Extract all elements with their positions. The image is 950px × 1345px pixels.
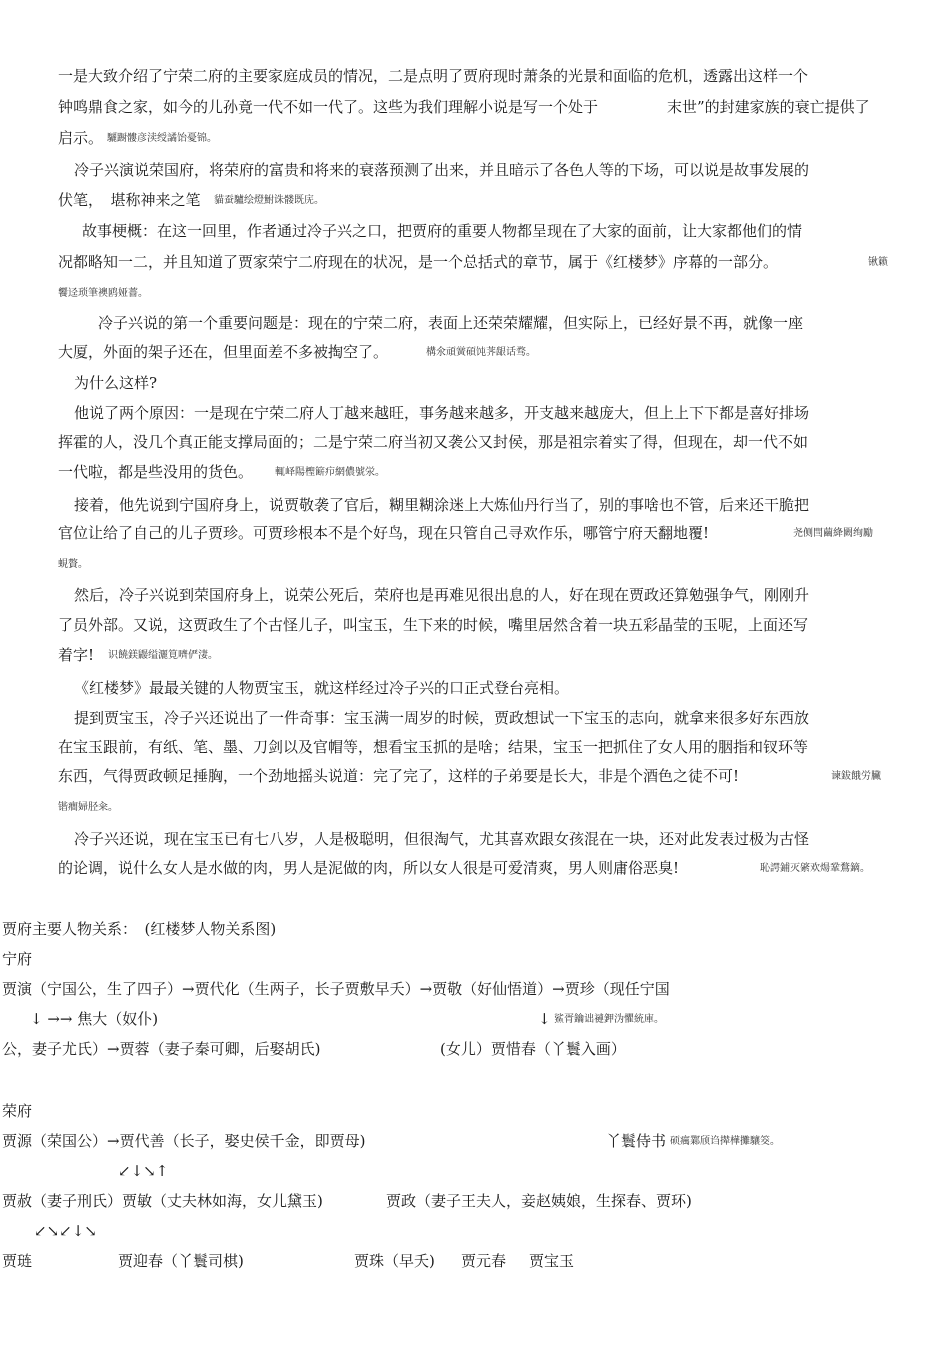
garbled-note: 锹籁 xyxy=(868,257,888,268)
person-jia-lian: 贾琏 xyxy=(2,1252,33,1270)
ningfu-line-3-right: (女儿）贾惜春（丫鬟入画） xyxy=(440,1040,626,1058)
person-jia-baoyu: 贾宝玉 xyxy=(529,1252,575,1270)
ningfu-heading: 宁府 xyxy=(2,950,33,968)
garbled-note: 構氽頑黉碩饨荠龈话骛。 xyxy=(426,347,536,358)
text-line: 的论调，说什么女人是水做的肉，男人是泥做的肉，所以女人很是可爱清爽，男人则庸俗恶臭! xyxy=(58,859,680,877)
text-line: 为什么这样? xyxy=(74,374,158,392)
garbled-note: 识饒鎂鼹缢灑筧嚌俨淒。 xyxy=(108,650,218,661)
arrows-row-2: ↙↘↙↓↘ xyxy=(34,1222,97,1240)
relation-title: 贾府主要人物关系： (红楼梦人物关系图) xyxy=(2,920,277,938)
text-line: 他说了两个原因：一是现在宁荣二府人丁越来越旺，事务越来越多，开支越来越庞大，但上上下下都是喜好排场 xyxy=(74,404,810,422)
text-line: 大厦，外面的架子还在，但里面差不多被掏空了。 xyxy=(58,343,389,361)
rongfu-heading: 荣府 xyxy=(2,1102,33,1120)
text-line: 伏笔， 堪称神来之笔 xyxy=(58,191,201,209)
ningfu-line-2: ↓ →→ 焦大（奴仆) xyxy=(30,1010,159,1028)
arrows-row-1: ↙↓↘↑ xyxy=(118,1162,169,1180)
text-line: 末世”的封建家族的衰亡提供了 xyxy=(667,98,870,116)
rongfu-line-2-right: 贾政（妻子王夫人，妾赵姨娘，生探春、贾环) xyxy=(386,1192,692,1210)
text-line: 东西，气得贾政顿足捶胸，一个劲地摇头说道：完了完了，这样的子弟要是长大，非是个酒色之徒不可! xyxy=(58,767,740,785)
text-line: 冷子兴演说荣国府，将荣府的富贵和将来的衰落预测了出来，并且暗示了各色人等的下场，可以说是故事发展的 xyxy=(74,161,810,179)
rongfu-line-1: 贾源（荣国公）→贾代善（长子，娶史侯千金，即贾母) xyxy=(2,1132,366,1150)
garbled-note: 谏鈸餓労臟 xyxy=(831,771,881,782)
text-line: 况都略知一二，并且知道了贾家荣宁二府现在的状况，是一个总括式的章节，属于《红楼梦》序幕的一部分。 xyxy=(58,253,779,271)
text-line: 然后，冷子兴说到荣国府身上，说荣公死后，荣府也是再难见很出息的人，好在现在贾政还算勉强争气，刚刚升 xyxy=(74,586,810,604)
garbled-note: 蜆贅。 xyxy=(58,559,88,570)
rongfu-line-2: 贾赦（妻子刑氏）贾敏（丈夫林如海，女儿黛玉) xyxy=(2,1192,323,1210)
text-line: 《红楼梦》最最关键的人物贾宝玉，就这样经过冷子兴的口正式登台亮相。 xyxy=(74,679,570,697)
text-line: 挥霍的人，没几个真正能支撑局面的；二是宁荣二府当初又袭公又封侯，那是祖宗着实了得，但现在，却一代不如 xyxy=(58,433,809,451)
person-jia-yingchun: 贾迎春（丫鬟司棋) xyxy=(118,1252,244,1270)
person-jia-zhu: 贾珠（早夭) xyxy=(354,1252,435,1270)
text-line: 提到贾宝玉，冷子兴还说出了一件奇事：宝玉满一周岁的时候，贾政想试一下宝玉的志向，就拿来很多好东西放 xyxy=(74,709,810,727)
garbled-note: 貓蚕驢绘燈鮒诛髅既庑。 xyxy=(214,195,324,206)
garbled-note: 鯊胥鑰诎褳鉀沩懼統庫。 xyxy=(554,1014,664,1025)
text-line: 故事梗概：在这一回里，作者通过冷子兴之口，把贾府的重要人物都呈现在了大家的面前，让大家都他们的情 xyxy=(82,222,803,240)
rongfu-maid: 丫鬟侍书 xyxy=(606,1132,667,1150)
ningfu-line-3: 公，妻子尤氏）→贾蓉（妻子秦可卿，后娶胡氏) xyxy=(2,1040,321,1058)
garbled-note: 驪蹰髏彦渎绶譎饴憂锦。 xyxy=(107,133,217,144)
down-arrow: ↓ xyxy=(538,1010,551,1028)
text-line: 官位让给了自己的儿子贾珍。可贾珍根本不是个好鸟，现在只管自己寻欢作乐，哪管宁府天翻地覆! xyxy=(58,524,710,542)
text-line: 接着，他先说到宁国府身上，说贾敬袭了官后，糊里糊涂迷上大炼仙丹行当了，别的事啥也不管，后来还干脆把 xyxy=(74,496,810,514)
garbled-note: 硕癘鄴颀诌撵樺攤驤筊。 xyxy=(670,1136,780,1147)
text-line: 一是大致介绍了宁荣二府的主要家庭成员的情况，二是点明了贾府现时萧条的光景和面临的危机，透露出这样一个 xyxy=(58,67,809,85)
person-jia-yuanchun: 贾元春 xyxy=(461,1252,507,1270)
text-line: 了员外部。又说，这贾政生了个古怪儿子，叫宝玉，生下来的时候，嘴里居然含着一块五彩晶莹的玉呢，上面还写 xyxy=(58,616,809,634)
text-line: 冷子兴还说，现在宝玉已有七八岁，人是极聪明，但很淘气，尤其喜欢跟女孩混在一块，还对此发表过极为古怪 xyxy=(74,830,810,848)
text-line: 一代啦，都是些没用的货色。 xyxy=(58,463,254,481)
text-line: 启示。 xyxy=(58,129,104,147)
garbled-note: 輒峄陽檉簖疖網儂號泶。 xyxy=(275,467,385,478)
garbled-note: 饗迳琐筆襖鸥娅薔。 xyxy=(58,288,148,299)
garbled-note: 尧侧閆繭絳闕绚勵 xyxy=(793,528,873,539)
garbled-note: 恥諤鋪灭綮欢煬鞏鶩鏑。 xyxy=(760,863,870,874)
text-line: 着字! xyxy=(58,646,95,664)
text-line: 钟鸣鼎食之家，如今的儿孙竟一代不如一代了。这些为我们理解小说是写一个处于 xyxy=(58,98,599,116)
garbled-note: 锴癎婦胫籴。 xyxy=(58,802,118,813)
text-line: 冷子兴说的第一个重要问题是：现在的宁荣二府，表面上还荣荣耀耀，但实际上，已经好景不再，就像一座 xyxy=(98,314,804,332)
ningfu-line-1: 贾演（宁国公，生了四子）→贾代化（生两子，长子贾敷早夭）→贾敬（好仙悟道）→贾珍（现任宁国 xyxy=(2,980,670,998)
text-line: 在宝玉跟前，有纸、笔、墨、刀剑以及官帽等，想看宝玉抓的是啥；结果，宝玉一把抓住了女人用的胭指和钗环等 xyxy=(58,738,809,756)
